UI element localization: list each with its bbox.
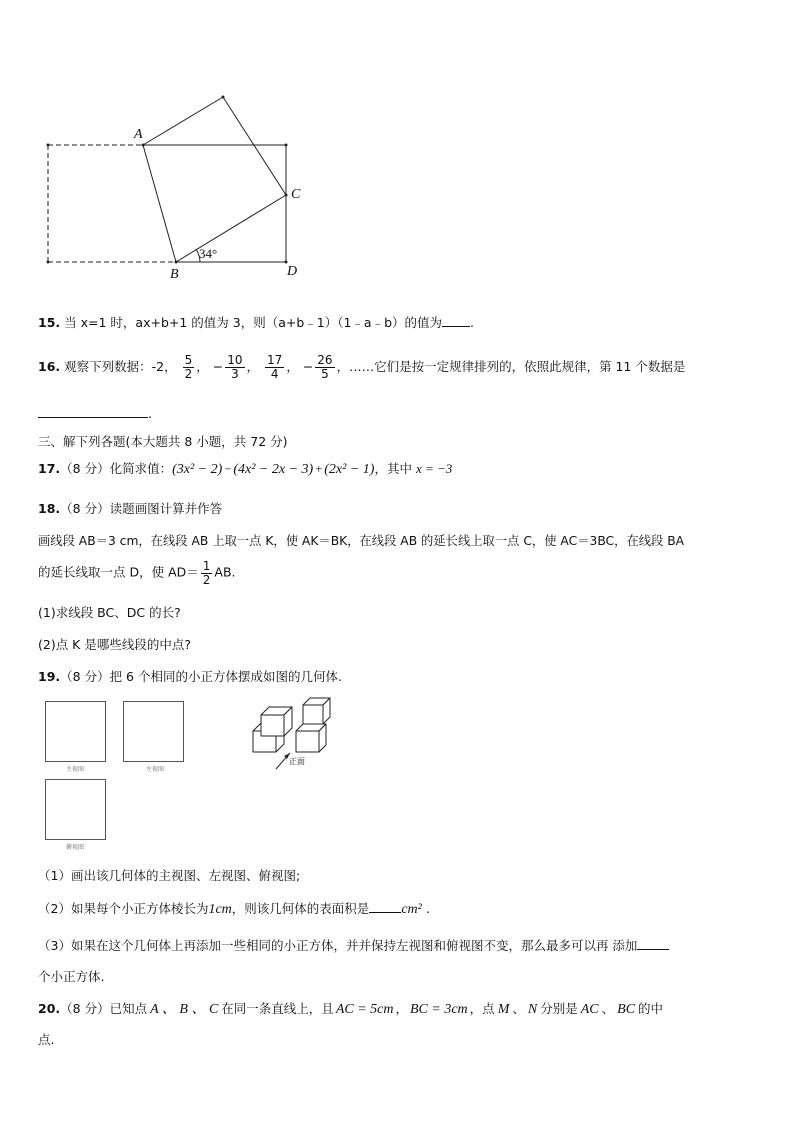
angle-label: 34° — [199, 246, 218, 261]
problem-lead: （8 分）把 6 个相同的小正方体摆成如图的几何体. — [60, 669, 342, 684]
problem-16-answer-line — [38, 405, 152, 421]
plus-sign: + — [315, 462, 323, 476]
problem-number: 15. — [38, 315, 61, 330]
numerator: 26 — [317, 353, 333, 368]
numerator: 10 — [227, 353, 243, 368]
problem-20-line-2: 点. — [38, 1032, 55, 1047]
problem-18-sub-2: (2)点 K 是哪些线段的中点? — [38, 637, 191, 652]
text: ，则该几何体的表面积是 — [231, 901, 370, 916]
answer-blank — [637, 937, 669, 950]
points: A 、 B 、 C — [150, 1002, 219, 1017]
numerator: 5 — [184, 353, 193, 368]
point-label-d: D — [287, 264, 298, 279]
text: 的中 — [638, 1001, 664, 1016]
answer-blank — [369, 900, 401, 913]
left-view-caption: 左视图 — [146, 766, 165, 773]
expression-term-1: (3x² − 2) — [172, 462, 223, 477]
text: 的延长线取一点 D，使 AD＝ — [38, 564, 199, 580]
sign: − — [302, 359, 314, 374]
problem-lead: （8 分）化简求值： — [60, 461, 173, 476]
area-unit: cm² — [401, 902, 422, 917]
denominator: 3 — [231, 367, 239, 381]
sequence-term-5 — [302, 353, 337, 381]
problem-18-line-1: 画线段 AB＝3 cm，在线段 AB 上取一点 K，使 AK＝BK，在线段 AB 的延长线上取一点 C，使 AC＝3BC，在线段 BA — [38, 534, 685, 548]
text: . — [425, 901, 430, 916]
segment-ac: AC = 5cm — [335, 1002, 394, 1017]
separator: 、 — [601, 1001, 615, 1016]
numerator: 1 — [202, 559, 211, 573]
front-view-box — [45, 701, 106, 762]
separator: ， — [246, 359, 260, 374]
problem-20 — [38, 998, 663, 1018]
text: （8 分）已知点 — [60, 1001, 148, 1016]
problem-text: ，……它们是按一定规律排列的，依照此规律，第 11 个数据是 — [336, 359, 686, 374]
denominator: 2 — [202, 572, 211, 587]
problem-number: 19. — [38, 669, 61, 684]
condition: x = −3 — [415, 461, 453, 476]
fraction — [315, 354, 334, 380]
front-direction-label: 正面 — [289, 757, 305, 766]
text: AB. — [214, 564, 236, 580]
problem-lead: （8 分）读题画图计算并作答 — [60, 501, 223, 516]
segment-ac-ref: AC — [580, 1002, 599, 1017]
problem-tail: . — [470, 315, 475, 330]
problem-18-sub-1: (1)求线段 BC、DC 的长? — [38, 605, 181, 620]
segment-bc: BC = 3cm — [410, 1002, 468, 1017]
minus-sign: − — [224, 462, 232, 476]
point-n: N — [527, 1002, 538, 1017]
answer-blank — [442, 314, 470, 327]
left-view-box — [123, 701, 184, 762]
problem-number: 20. — [38, 1001, 61, 1016]
point-label-c: C — [291, 187, 301, 202]
problem-19-sub-3 — [38, 936, 669, 954]
text: 在同一条直线上，且 — [221, 1001, 334, 1016]
separator: ， — [395, 1001, 408, 1016]
text: 分别是 — [540, 1001, 578, 1016]
edge-length: 1cm — [208, 902, 232, 917]
text: （3）如果在这个几何体上再添加一些相同的小正方体，并并保持左视图和俯视图不变，那么最多可以再 添加 — [38, 938, 638, 953]
top-view-box — [45, 779, 106, 840]
problem-19 — [38, 667, 342, 685]
sequence-term-4 — [263, 353, 286, 381]
problem-19-sub-3-line-2: 个小正方体. — [38, 969, 105, 984]
text: ，点 — [469, 1001, 495, 1016]
front-view-caption: 主视图 — [66, 766, 85, 773]
separator: ， — [286, 359, 299, 374]
problem-tail: . — [148, 406, 152, 421]
text: （2）如果每个小正方体棱长为 — [38, 901, 209, 916]
problem-text: ，其中 — [374, 461, 412, 476]
section-heading: 三、解下列各题(本大题共 8 小题，共 72 分) — [38, 434, 288, 449]
problem-number: 16. — [38, 359, 61, 374]
point-label-b: B — [170, 267, 179, 282]
top-view-caption: 俯视图 — [66, 844, 85, 851]
sequence-term-1: -2 — [151, 359, 165, 374]
segment-bc-ref: BC — [617, 1002, 636, 1017]
sign: − — [212, 359, 224, 374]
fraction — [265, 354, 284, 380]
problem-text: 当 x=1 时，ax+b+1 的值为 3，则（a+b﹣1）（1﹣a﹣b）的值为 — [64, 315, 443, 330]
problem-18-line-2 — [38, 560, 236, 586]
sequence-term-3 — [212, 353, 247, 381]
problem-17 — [38, 459, 452, 478]
answer-blank — [38, 405, 148, 418]
fraction — [225, 354, 244, 380]
point-label-a: A — [134, 127, 143, 142]
problem-18 — [38, 499, 222, 517]
denominator: 4 — [270, 367, 279, 381]
problem-19-sub-2 — [38, 899, 430, 918]
problem-number: 18. — [38, 501, 61, 516]
separator: ， — [196, 359, 209, 374]
separator: 、 — [512, 1001, 525, 1016]
denominator: 5 — [321, 367, 329, 381]
expression-term-2: (4x² − 2x − 3) — [233, 462, 314, 477]
fraction — [183, 354, 195, 380]
rectangle-square-figure — [30, 85, 320, 290]
problem-15 — [38, 313, 474, 331]
problem-lead: 观察下列数据： — [64, 359, 152, 374]
sequence-term-2 — [181, 353, 197, 381]
numerator: 17 — [267, 353, 283, 368]
problem-number: 17. — [38, 461, 61, 476]
point-m: M — [497, 1002, 510, 1017]
denominator: 2 — [184, 367, 193, 381]
separator: ， — [164, 359, 177, 374]
fraction — [201, 560, 213, 586]
expression-term-3: (2x² − 1) — [324, 462, 375, 477]
problem-16 — [38, 348, 685, 386]
problem-19-sub-1: （1）画出该几何体的主视图、左视图、俯视图; — [38, 868, 301, 883]
